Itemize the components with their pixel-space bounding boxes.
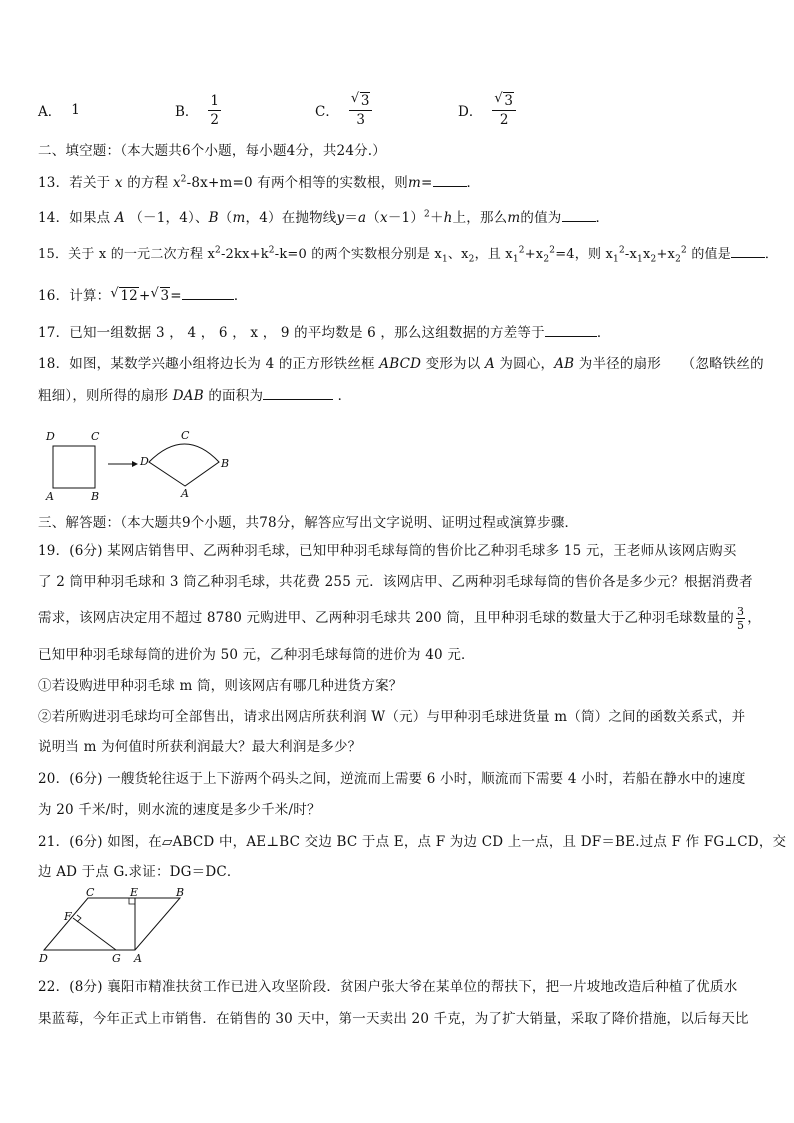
- fraction-numerator: 1: [210, 92, 220, 109]
- section-heading-solutions: 三、解答题：（本大题共9个小题，共78分，解答应写出文字说明、证明过程或演算步骤．: [38, 515, 579, 531]
- label-A: A: [134, 952, 142, 965]
- sqrt-icon: √ 3: [350, 90, 370, 109]
- choice-c-label: C．: [315, 104, 339, 120]
- question-22-line-1: 22．(8分) 襄阳市精准扶贫工作已进入攻坚阶段．贫困户张大爷在某单位的帮扶下，把一片坡地改造后种植了优质水: [38, 979, 738, 995]
- answer-blank[interactable]: [433, 172, 467, 187]
- figure-square-to-sector: [40, 426, 250, 504]
- segment-fg: [73, 918, 116, 950]
- answer-blank[interactable]: [182, 285, 234, 300]
- question-19-part-2: ②若所购进羽毛球均可全部售出，请求出网店所获利润 W（元）与甲种羽毛球进货量 m（筒）之间的函数关系式，并: [38, 709, 746, 725]
- question-14: 14．如果点 A （－1，4）、B（m，4）在抛物线$y=a(x-1)^2+h$上，那么m的值为 ．: [38, 207, 764, 228]
- question-19-line-4: 已知甲种羽毛球每筒的进价为 50 元，乙种羽毛球每筒的进价为 40 元．: [38, 647, 475, 663]
- question-19-line-1: 19．(6分) 某网店销售甲、乙两种羽毛球，已知甲种羽毛球每筒的售价比乙种羽毛球多 15 元，王老师从该网店购买: [38, 543, 737, 559]
- question-13: 13．若关于 x 的方程 $x^2-8x+m=0$ 有两个相等的实数根，则m= ．: [38, 172, 764, 193]
- label-A: A: [46, 490, 54, 503]
- choice-d-label: D．: [458, 104, 483, 120]
- choice-b-fraction: [208, 92, 221, 129]
- question-21-line-1: 21．(6分) 如图，在▱ABCD 中，AE⊥BC 交边 BC 于点 E，点 F 为边 CD 上一点，且 DF＝BE.过点 F 作 FG⊥CD，交: [38, 834, 787, 850]
- label-C2: C: [181, 429, 190, 442]
- label-C: C: [86, 888, 95, 899]
- choice-row: [38, 88, 758, 132]
- label-B2: B: [221, 457, 230, 470]
- parallelogram-abcd: [44, 898, 180, 950]
- sector-dab: [149, 444, 219, 486]
- answer-blank[interactable]: [562, 207, 596, 222]
- question-19-line-3: 需求，该网店决定用不超过 8780 元购进甲、乙两种羽毛球共 200 筒，且甲种羽毛球的数量大于乙种羽毛球数量的 $\frac{3}{5}$ ，: [38, 605, 761, 632]
- sqrt-icon: √ 3: [150, 286, 170, 304]
- choice-a-label: A．: [38, 104, 62, 120]
- label-D: D: [39, 952, 48, 965]
- label-G: G: [112, 952, 121, 965]
- answer-blank[interactable]: [545, 322, 597, 337]
- question-18-line-1: 18．如图，某数学兴趣小组将边长为 4 的正方形铁丝框 ABCD 变形为以 A 为圆心，AB 为半径的扇形 （忽略铁丝的: [38, 356, 764, 372]
- fraction-numerator: [492, 92, 516, 111]
- answer-blank[interactable]: [731, 243, 765, 258]
- question-19-line-7: 说明当 m 为何值时所获利润最大？最大利润是多少？: [38, 739, 362, 755]
- choice-d[interactable]: [458, 88, 516, 132]
- choice-c-fraction: [349, 92, 373, 129]
- question-17: 17．已知一组数据 3 ， 4 ， 6 ， x ， 9 的平均数是 6 ，那么这组数据的方差等于 ．: [38, 322, 764, 343]
- square-abcd: [53, 446, 95, 488]
- label-D: D: [46, 430, 55, 443]
- fraction-denominator: 3: [356, 111, 365, 128]
- label-B: B: [91, 490, 100, 503]
- arrow-head-icon: [132, 461, 138, 467]
- fraction-numerator: [349, 92, 373, 111]
- choice-d-fraction: [492, 92, 516, 129]
- choice-b-label: B．: [175, 104, 199, 120]
- answer-blank[interactable]: [263, 385, 333, 400]
- sqrt-icon: √ 3: [494, 90, 513, 109]
- question-19-line-2: 了 2 筒甲种羽毛球和 3 筒乙种羽毛球，共花费 255 元．该网店甲、乙两种羽毛球每筒的售价各是多少元？根据消费者: [38, 574, 753, 590]
- figure-parallelogram: [36, 888, 206, 968]
- question-19-part-1: ①若设购进甲种羽毛球 m 筒，则该网店有哪几种进货方案？: [38, 678, 403, 694]
- section-heading-fill-in: 二、填空题：（本大题共6个小题，每小题4分，共24分.）: [38, 143, 386, 159]
- right-angle-mark-f: [77, 915, 81, 922]
- question-16: 16．计算： √ 12+ √ 3= ．: [38, 286, 248, 304]
- fraction-denominator: 2: [210, 111, 220, 128]
- fraction-denominator: 2: [499, 111, 509, 128]
- question-18-line-2: 粗细），则所得的扇形 DAB 的面积为 ．: [38, 385, 764, 406]
- choice-c[interactable]: [315, 88, 372, 132]
- label-F: F: [64, 910, 72, 923]
- choice-b[interactable]: [175, 88, 221, 132]
- label-D2: D: [140, 455, 149, 468]
- question-21-line-2: 边 AD 于点 G.求证：DG＝DC．: [38, 864, 241, 880]
- fraction-three-fifths: $\frac{3}{5}$: [737, 605, 745, 632]
- label-A2: A: [181, 487, 189, 500]
- label-C: C: [91, 430, 100, 443]
- label-B: B: [176, 888, 185, 899]
- question-20-line-1: 20．(6分) 一艘货轮往返于上下游两个码头之间，逆流而上需要 6 小时，顺流而下需要 4 小时，若船在静水中的速度: [38, 771, 746, 787]
- sqrt-icon: √ 12: [110, 286, 138, 304]
- question-20-line-2: 为 20 千米/时，则水流的速度是多少千米/时？: [38, 802, 321, 818]
- choice-a-value: 1: [71, 102, 80, 118]
- question-22-line-2: 果蓝莓，今年正式上市销售．在销售的 30 天中，第一天卖出 20 千克，为了扩大销量，采取了降价措施，以后每天比: [38, 1011, 749, 1027]
- question-15: 15．关于 x 的一元二次方程 $x^2-2kx+k^2-k=0$ 的两个实数根分别是 $x_1$、$x_2$，且 $x_1^2+x_2^2=4$，则 $x_1^2-x_1x_2+x_2^2$ 的值是 ．: [38, 243, 764, 265]
- label-E: E: [130, 888, 139, 899]
- choice-a[interactable]: [38, 88, 80, 132]
